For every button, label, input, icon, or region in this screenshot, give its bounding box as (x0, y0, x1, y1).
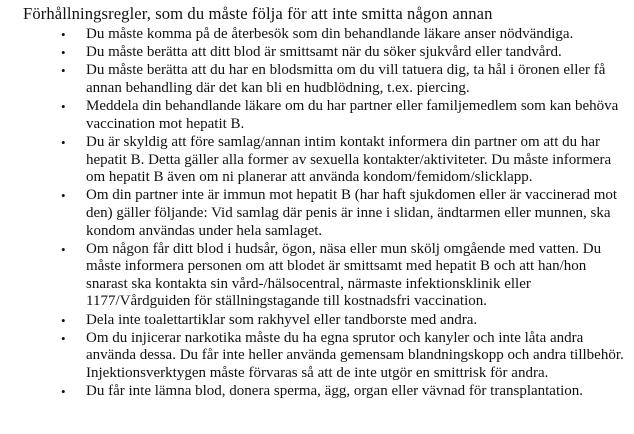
bullet-icon: • (61, 134, 66, 150)
list-item (0, 26, 626, 44)
list-item-text: Om någon får ditt blod i hudsår, ögon, näsa eller mun skölj omgående med vatten. Du måste informera personen om att blodet är smittsamt med hepatit B och att han/hon snarast ska kontakta sin vård-/hälsocentral, närmaste infektionsklinik eller 1177/Vårdguiden för ställningstagande till kostnadsfri vaccination. (86, 240, 602, 310)
page-heading: Förhållningsregler, som du måste följa för att inte smitta någon annan (23, 4, 493, 23)
list-item (0, 134, 626, 187)
list-item-text: Om du injicerar narkotika måste du ha egna sprutor och kanyler och inte låta andra använda dessa. Du får inte heller använda gemensam blandningskopp och andra tillbehör. Injektionsverktygen måste förvaras så att de inte utgör en smittrisk för andra. (86, 329, 624, 382)
list-item-text: Du måste berätta att du har en blodsmitta om du vill tatuera dig, ta hål i öronen eller få annan behandling där det kan bli en hudblödning, t.ex. piercing. (86, 62, 606, 96)
list-item (0, 312, 626, 330)
list-item (0, 187, 626, 240)
rules-list (0, 26, 626, 401)
list-item-text: Du måste berätta att ditt blod är smittsamt när du söker sjukvård eller tandvård. (86, 44, 562, 61)
bullet-icon: • (61, 241, 66, 257)
bullet-icon: • (61, 188, 66, 204)
list-item-text: Dela inte toalettartiklar som rakhyvel eller tandborste med andra. (86, 311, 478, 328)
bullet-icon: • (61, 99, 66, 115)
bullet-icon: • (61, 63, 66, 79)
list-item-text: Du är skyldig att före samlag/annan intim kontakt informera din partner om att du har hepatit B. Detta gäller alla former av sexuella kontakter/aktiviteter. Du måste informera om hepatit B även om ni planerar att använda kondom/femidom/slicklapp. (86, 133, 612, 186)
list-item (0, 330, 626, 383)
list-item-text: Du får inte lämna blod, donera sperma, ägg, organ eller vävnad för transplantation. (86, 383, 584, 400)
list-item (0, 44, 626, 62)
bullet-icon: • (61, 384, 66, 400)
bullet-icon: • (61, 330, 66, 346)
bullet-icon: • (61, 312, 66, 328)
list-item (0, 98, 626, 133)
list-item (0, 383, 626, 401)
list-item (0, 62, 626, 97)
list-item-text: Du måste komma på de återbesök som din behandlande läkare anser nödvändiga. (86, 26, 574, 42)
list-item-text: Om din partner inte är immun mot hepatit B (har haft sjukdomen eller är vaccinerad mot den) gäller följande: Vid samlag där penis är inne i slidan, ändtarmen eller munnen, ska kondom användas under hela samlaget. (86, 187, 618, 239)
bullet-icon: • (61, 45, 66, 61)
list-item (0, 241, 626, 311)
list-item-text: Meddela din behandlande läkare om du har partner eller familjemedlem som kan behöva vaccination mot hepatit B. (86, 98, 619, 132)
bullet-icon: • (61, 27, 66, 42)
